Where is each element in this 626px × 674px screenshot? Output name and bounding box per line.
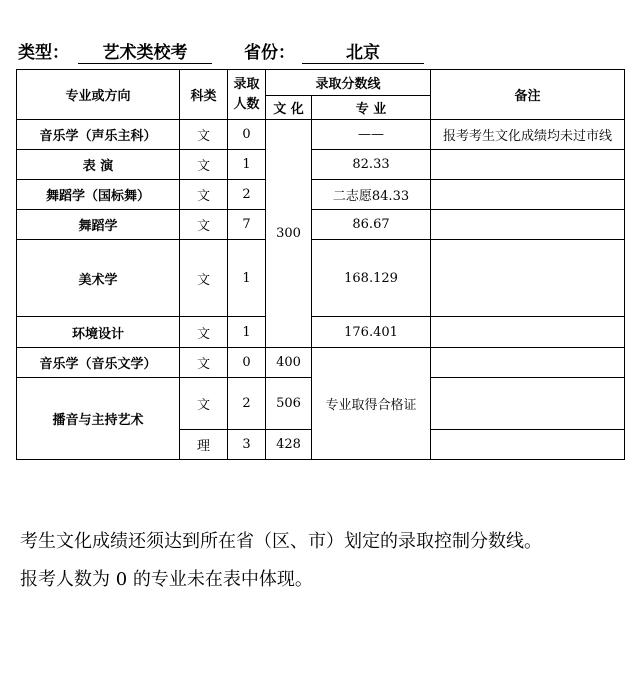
remark-cell [431,317,625,348]
province-label: 省份： [244,43,295,63]
count-cell: 2 [228,180,266,210]
count-cell: 3 [228,430,266,460]
header-subject: 科类 [180,70,228,120]
header-enroll-line2: 人数 [233,96,260,112]
table-row [17,348,625,378]
culture-score-cell: 428 [266,430,312,460]
major-cell: 播音与主持艺术 [17,378,180,460]
subject-cell: 文 [180,348,228,378]
subject-cell: 文 [180,210,228,240]
major-cell: 美术学 [17,240,180,317]
major-cell: 舞蹈学 [17,210,180,240]
remark-cell [431,210,625,240]
major-cell: 音乐学（声乐主科） [17,120,180,150]
table-row [17,210,625,240]
type-value: 艺术类校考 [78,38,212,64]
table-row [17,150,625,180]
table-row [17,120,625,150]
table-row [17,240,625,317]
major-cell: 表 演 [17,150,180,180]
footer-notes [20,523,542,599]
header-culture: 文 化 [266,96,312,120]
count-cell: 7 [228,210,266,240]
prof-score-cell: 82.33 [312,150,431,180]
count-cell: 1 [228,240,266,317]
subject-cell: 理 [180,430,228,460]
count-cell: 1 [228,317,266,348]
header-professional: 专 业 [312,96,431,120]
culture-score-cell: 506 [266,378,312,430]
subject-cell: 文 [180,317,228,348]
major-cell: 环境设计 [17,317,180,348]
table-header-row [17,70,625,96]
subject-cell: 文 [180,150,228,180]
header-enroll-count [228,70,266,120]
subject-cell: 文 [180,378,228,430]
count-cell: 2 [228,378,266,430]
table-row [17,317,625,348]
admission-score-table [16,69,625,460]
culture-score-merged: 300 [266,120,312,348]
header-score-line: 录取分数线 [266,70,431,96]
remark-cell [431,378,625,430]
prof-score-cell: 176.401 [312,317,431,348]
header-enroll-line1: 录取 [233,76,260,92]
prof-score-cell: 86.67 [312,210,431,240]
culture-score-cell: 400 [266,348,312,378]
province-value: 北京 [302,38,424,64]
prof-score-cell: —— [312,120,431,150]
count-cell: 0 [228,348,266,378]
footer-note-1: 考生文化成绩还须达到所在省（区、市）划定的录取控制分数线。 [20,531,542,552]
prof-score-cell: 二志愿84.33 [312,180,431,210]
count-cell: 0 [228,120,266,150]
header-remark: 备注 [431,70,625,120]
header-major: 专业或方向 [17,70,180,120]
remark-cell [431,240,625,317]
prof-note-merged: 专业取得合格证 [312,348,431,460]
footer-note-2: 报考人数为 0 的专业未在表中体现。 [20,569,313,590]
remark-cell: 报考考生文化成绩均未过市线 [431,120,625,150]
subject-cell: 文 [180,120,228,150]
count-cell: 1 [228,150,266,180]
subject-cell: 文 [180,240,228,317]
table-row [17,180,625,210]
remark-cell [431,348,625,378]
major-cell: 舞蹈学（国标舞） [17,180,180,210]
type-label: 类型： [18,43,69,63]
remark-cell [431,430,625,460]
remark-cell [431,180,625,210]
remark-cell [431,150,625,180]
subject-cell: 文 [180,180,228,210]
prof-score-cell: 168.129 [312,240,431,317]
major-cell: 音乐学（音乐文学） [17,348,180,378]
